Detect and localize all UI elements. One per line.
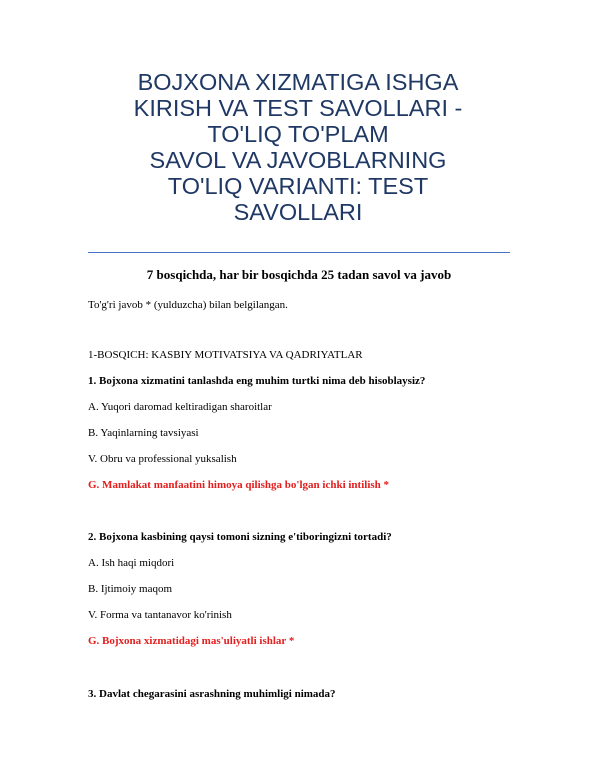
document-title: [86, 69, 510, 225]
answer-option: V. Obru va professional yuksalish: [88, 453, 237, 465]
question-text: 2. Bojxona kasbining qaysi tomoni sizning e'tiboringizni tortadi?: [88, 531, 392, 543]
title-line: TO'LIQ TO'PLAM: [207, 121, 389, 147]
question-text: 3. Davlat chegarasini asrashning muhimligi nimada?: [88, 688, 336, 700]
answer-option: B. Yaqinlarning tavsiyasi: [88, 427, 199, 439]
question-text: 1. Bojxona xizmatini tanlashda eng muhim turtki nima deb hisoblaysiz?: [88, 375, 426, 387]
title-divider: [88, 252, 510, 253]
correct-answer-option: G. Mamlakat manfaatini himoya qilishga bo'lgan ichki intilish *: [88, 479, 390, 491]
title-line: SAVOLLARI: [233, 199, 363, 225]
answer-key-note: To'g'ri javob * (yulduzcha) bilan belgilangan.: [88, 299, 288, 311]
title-line: SAVOL VA JAVOBLARNING: [149, 147, 447, 173]
section-heading: 1-BOSQICH: KASBIY MOTIVATSIYA VA QADRIYATLAR: [88, 349, 363, 361]
answer-option: B. Ijtimoiy maqom: [88, 583, 173, 595]
correct-answer-option: G. Bojxona xizmatidagi mas'uliyatli ishlar *: [88, 635, 295, 647]
title-line: BOJXONA XIZMATIGA ISHGA: [137, 69, 459, 95]
title-line: KIRISH VA TEST SAVOLLARI -: [133, 95, 463, 121]
answer-option: A. Yuqori daromad keltiradigan sharoitlar: [88, 401, 272, 413]
answer-option: V. Forma va tantanavor ko'rinish: [88, 609, 232, 621]
document-subtitle: 7 bosqichda, har bir bosqichda 25 tadan savol va javob: [146, 267, 452, 282]
answer-option: A. Ish haqi miqdori: [88, 557, 175, 569]
title-line: TO'LIQ VARIANTI: TEST: [167, 173, 429, 199]
